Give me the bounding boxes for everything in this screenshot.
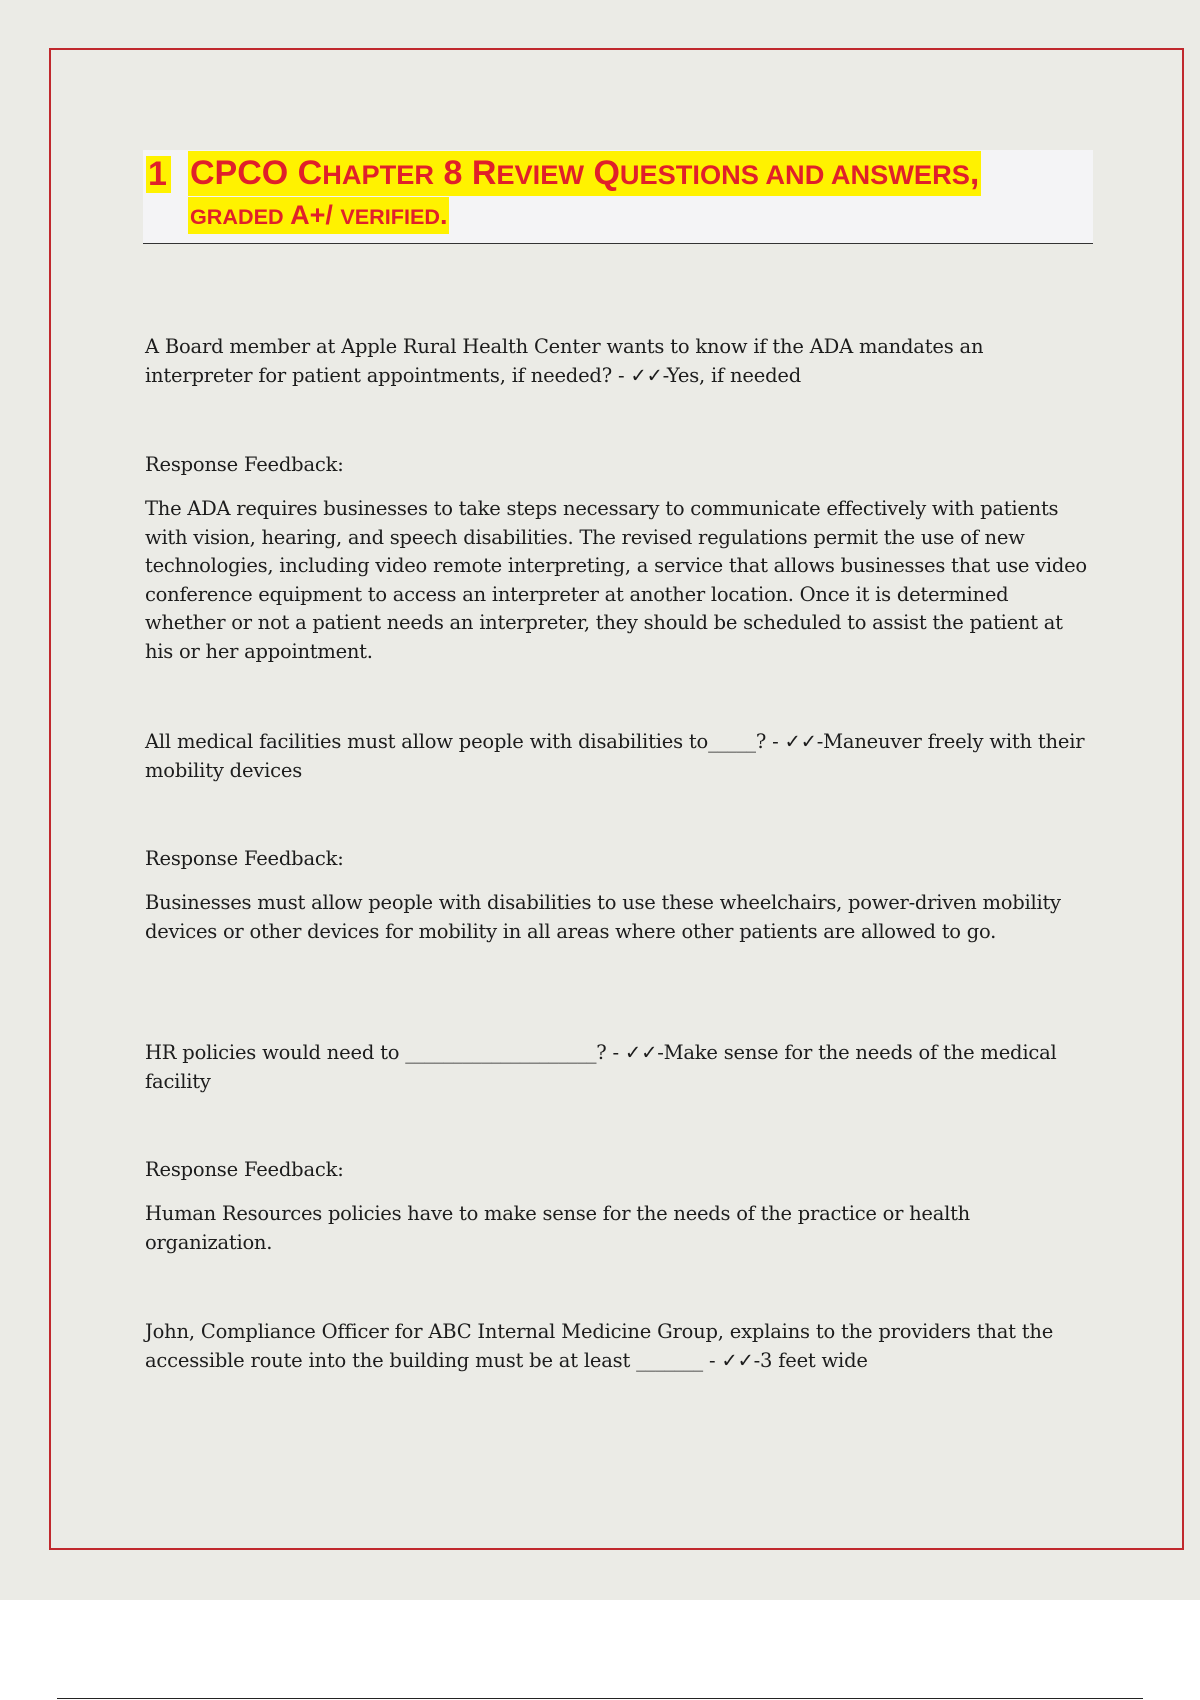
heading-text-part: UESTIONS AND ANSWERS (619, 159, 970, 190)
heading-text-part: VERIFIED (340, 204, 440, 229)
heading-text-part: A+/ (283, 200, 341, 230)
footer-rule (57, 1698, 1143, 1699)
heading-text-part: Q (584, 154, 620, 192)
question-4: John, Compliance Officer for ABC Internal Medicine Group, explains to the providers that the accessible route into the building must be at least _______ - ✓✓-3 feet wide (145, 1320, 1054, 1372)
question-2: All medical facilities must allow people with disabilities to_____? - ✓✓-Maneuver freely with their mobility devices (145, 730, 1085, 782)
heading-line-2 (188, 202, 449, 229)
heading-number: 1 (146, 156, 171, 193)
heading-text-part: 8 R (434, 154, 497, 192)
feedback-label-2: Response Feedback: (145, 847, 344, 870)
feedback-label-1: Response Feedback: (145, 453, 344, 476)
question-1: A Board member at Apple Rural Health Center wants to know if the ADA mandates an interpreter for patient appointments, if needed? - ✓✓-Yes, if needed (145, 335, 984, 387)
heading-text-part: , (969, 154, 980, 192)
heading-text-part: CPCO C (190, 154, 323, 192)
heading-text-part: . (439, 200, 448, 230)
heading-text-part: EVIEW (496, 159, 584, 190)
feedback-label-3: Response Feedback: (145, 1158, 344, 1181)
heading-line-2-highlight (188, 197, 449, 234)
question-3: HR policies would need to ____________________? - ✓✓-Make sense for the needs of the medical facility (145, 1041, 1057, 1093)
heading-line-1 (188, 156, 981, 190)
heading-text-part: HAPTER (322, 159, 435, 190)
feedback-3: Human Resources policies have to make sense for the needs of the practice or health organization. (145, 1202, 970, 1254)
heading-line-1-highlight (188, 151, 981, 196)
heading-text-part: GRADED (190, 204, 284, 229)
feedback-2: Businesses must allow people with disabilities to use these wheelchairs, power-driven mobility devices or other devices for mobility in all areas where other patients are allowed to go. (145, 891, 1061, 943)
feedback-1: The ADA requires businesses to take steps necessary to communicate effectively with patients with vision, hearing, and speech disabilities. The revised regulations permit the use of new technologies, including video remote interpreting, a service that allows businesses that use video conference equipment to access an interpreter at another location. Once it is determined whether or not a patient needs an interpreter, they should be scheduled to assist the patient at his or her appointment. (145, 497, 1087, 663)
